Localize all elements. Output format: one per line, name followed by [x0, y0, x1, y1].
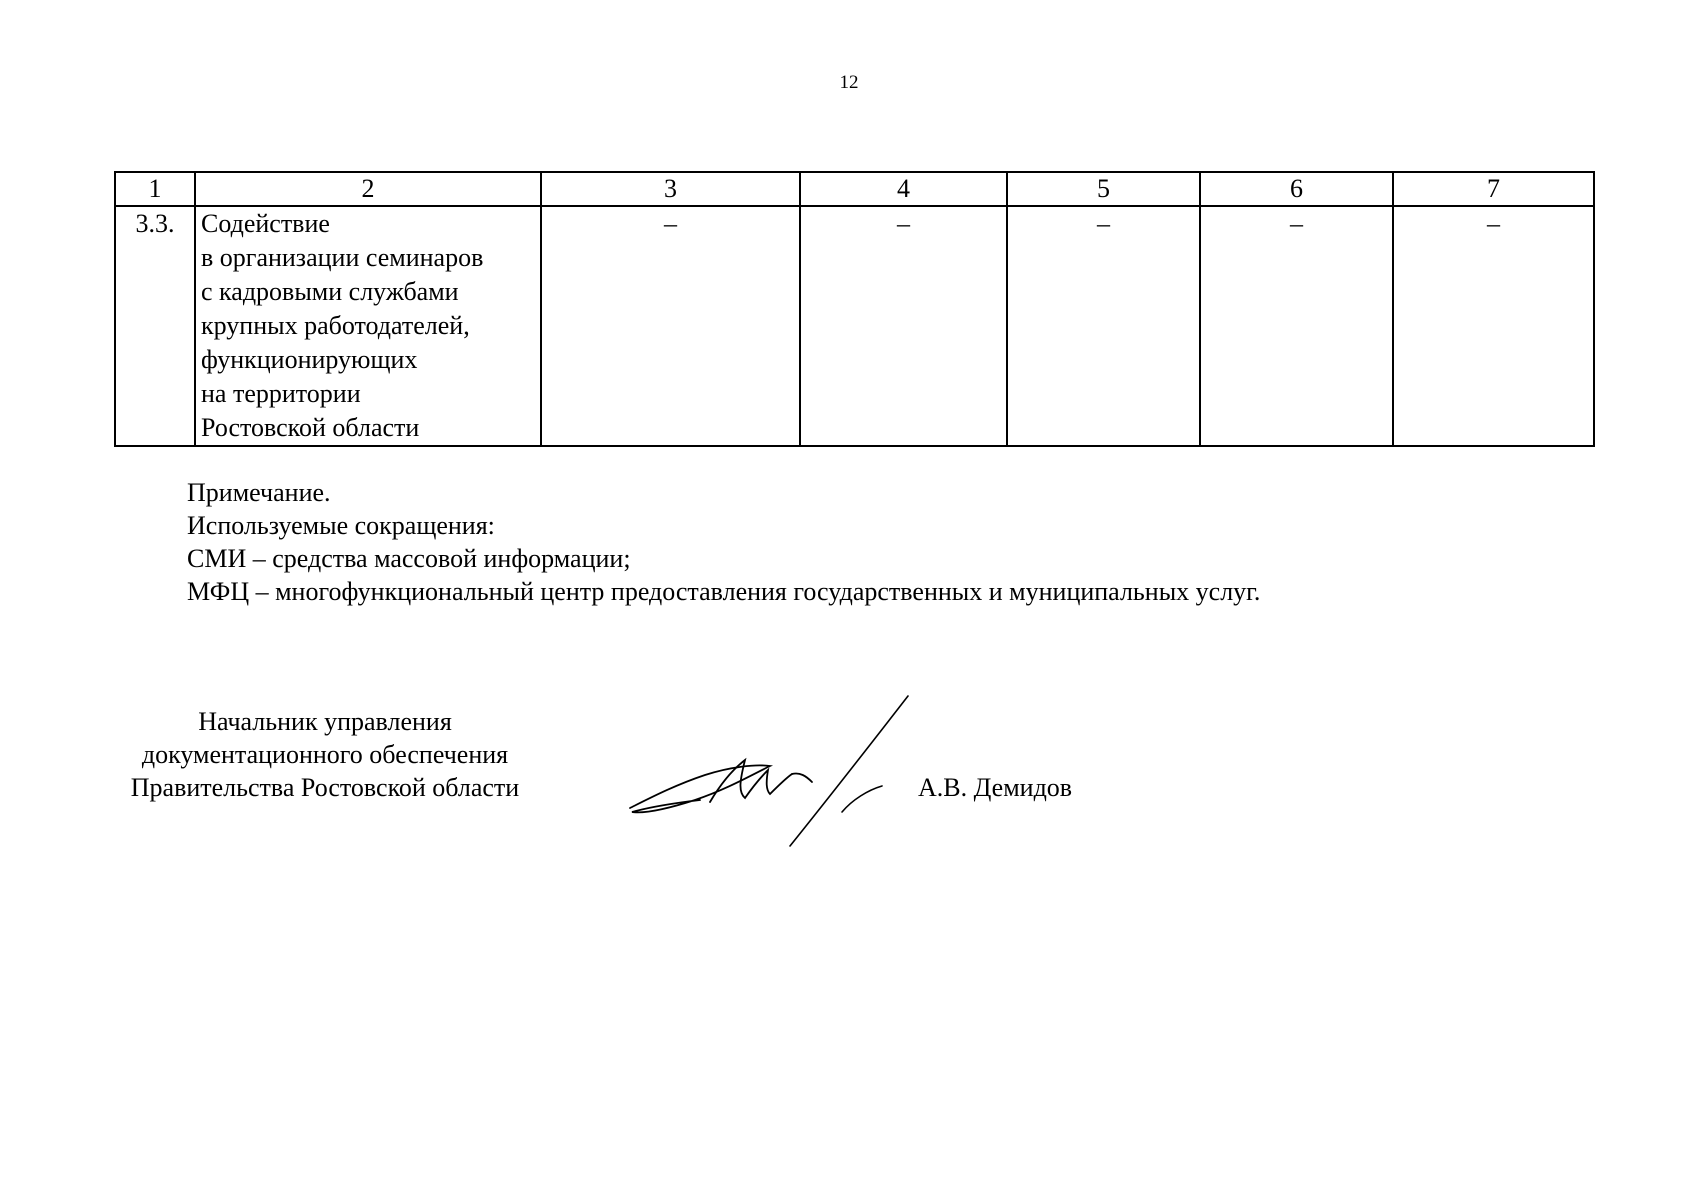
page-number: 12	[839, 72, 859, 93]
note-item: МФЦ – многофункциональный центр предоставления государственных и муниципальных услуг.	[187, 577, 1261, 606]
handwritten-signature	[620, 690, 920, 850]
value-cell-7: –	[1393, 206, 1594, 446]
header-cell-1: 1	[115, 172, 195, 206]
value-cell-6: –	[1200, 206, 1393, 446]
header-cell-4: 4	[800, 172, 1007, 206]
header-cell-6: 6	[1200, 172, 1393, 206]
table-header-row	[115, 172, 1594, 206]
description-line: в организации семинаров	[201, 243, 484, 272]
note-title: Примечание.	[187, 478, 331, 507]
header-cell-2: 2	[195, 172, 541, 206]
description-line: с кадровыми службами	[201, 277, 459, 306]
note-subtitle: Используемые сокращения:	[187, 511, 495, 540]
row-number: 3.3.	[115, 206, 195, 446]
row-description	[195, 206, 541, 446]
description-line: Содействие	[201, 209, 330, 238]
data-table	[114, 171, 1595, 447]
header-cell-7: 7	[1393, 172, 1594, 206]
description-line: функционирующих	[201, 345, 418, 374]
header-cell-3: 3	[541, 172, 800, 206]
signer-position-line: Правительства Ростовской области	[130, 773, 520, 802]
description-line: на территории	[201, 379, 361, 408]
header-cell-5: 5	[1007, 172, 1200, 206]
signer-name: А.В. Демидов	[918, 773, 1073, 802]
signer-position-line: документационного обеспечения	[141, 740, 509, 769]
value-cell-3: –	[541, 206, 800, 446]
signer-position-line: Начальник управления	[198, 707, 452, 736]
value-cell-4: –	[800, 206, 1007, 446]
value-cell-5: –	[1007, 206, 1200, 446]
description-line: крупных работодателей,	[201, 311, 470, 340]
note-block	[187, 476, 1260, 608]
description-line: Ростовской области	[201, 413, 420, 442]
table-row	[115, 206, 1594, 446]
note-item: СМИ – средства массовой информации;	[187, 544, 631, 573]
signer-position	[100, 705, 550, 804]
